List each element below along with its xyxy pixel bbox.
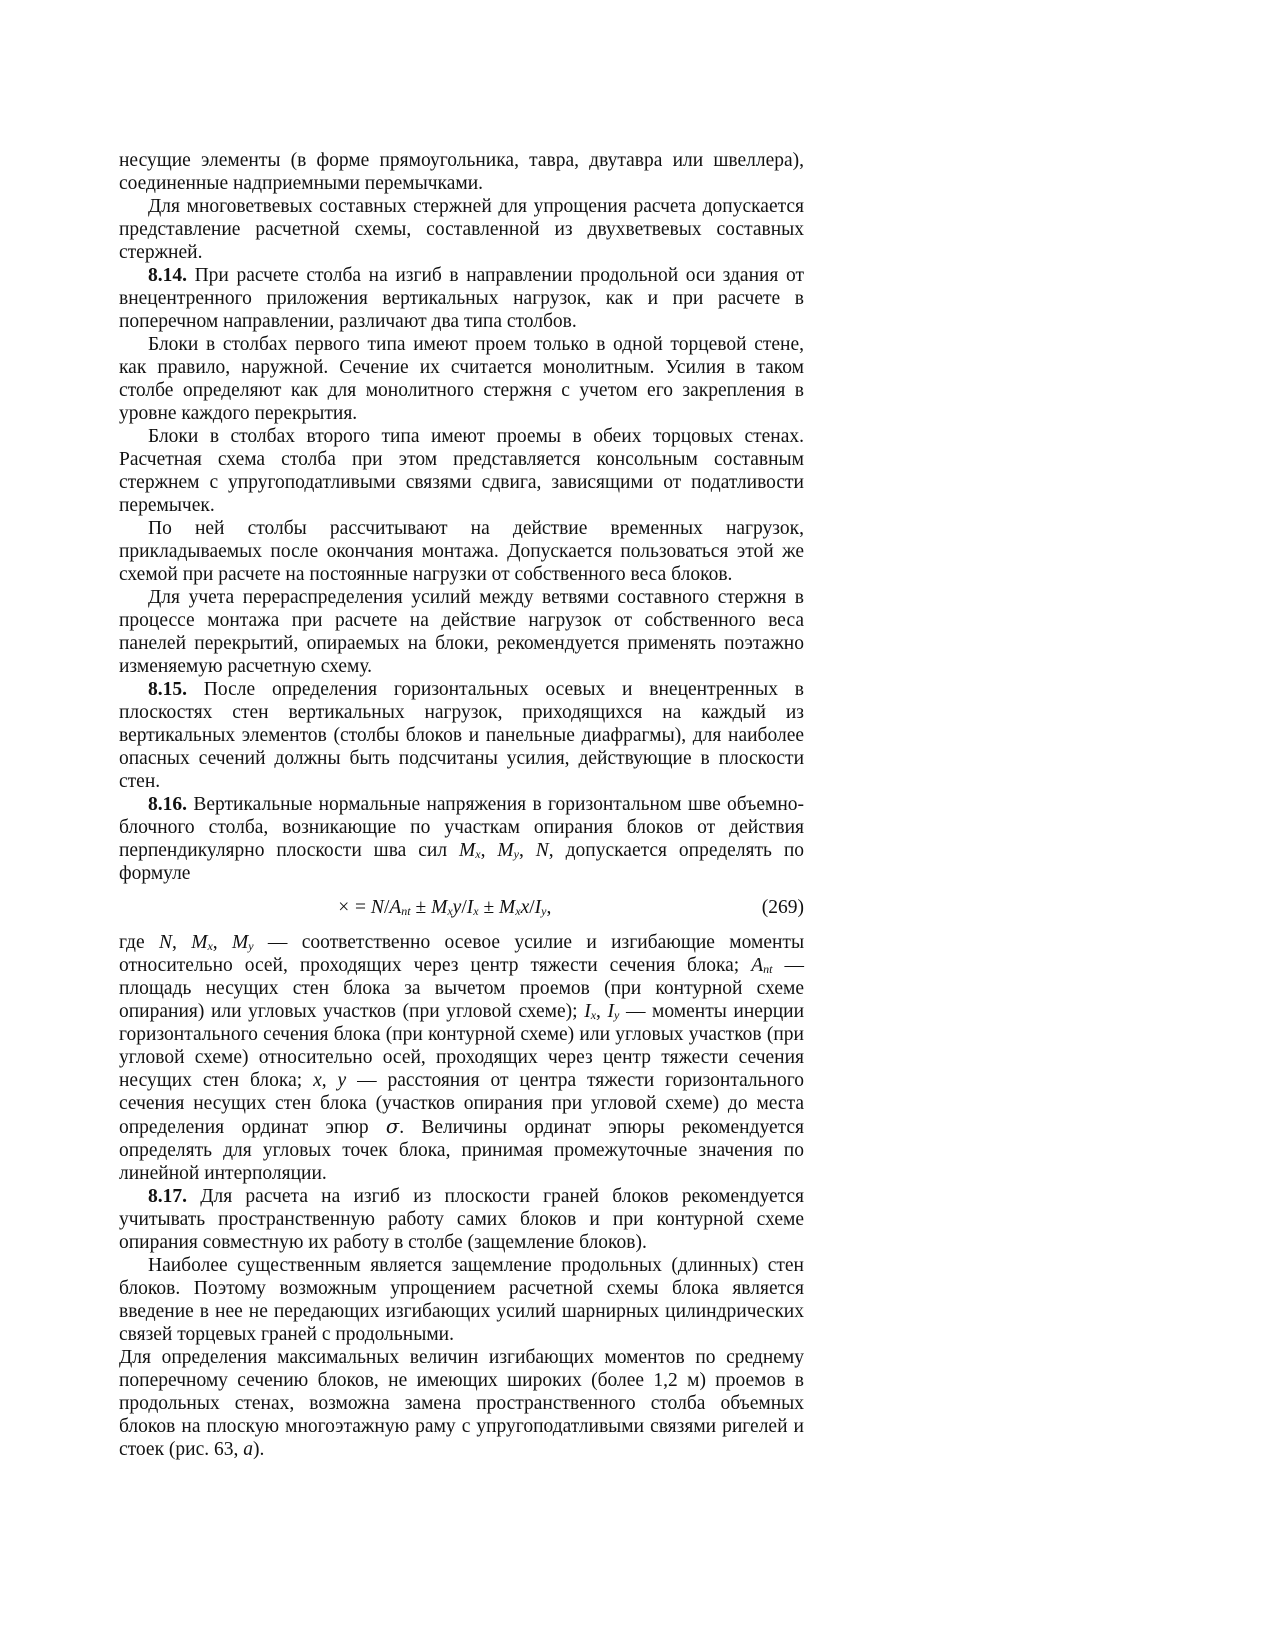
paragraph-8-15: 8.15. После определения горизонтальных осевых и внецентренных в плоскостях стен вертикальных нагрузок, приходящихся на каждый из вертикальных элементов (столбы блоков и панельные диафрагмы), для наиболее опасных сечений должны быть подсчитаны усилия, действующие в плоскости стен.: [119, 679, 804, 792]
paragraph: Для многоветвевых составных стержней для упрощения расчета допускается представление расчетной схемы, составленной из двухветвевых составных стержней.: [119, 196, 804, 263]
formula-expression: × = $N/A_{nt} \pm M_xy/I_x \pm M_xx/I_y$,: [337, 897, 552, 918]
formula-number: (269): [761, 897, 804, 918]
section-number: 8.14.: [148, 265, 187, 286]
formula-269: [119, 885, 804, 931]
paragraph: Блоки в столбах второго типа имеют проемы в обеих торцовых стенах. Расчетная схема столба при этом представляется консольным составным стержнем с упругоподатливыми связями сдвига, зависящими от податливости перемычек.: [119, 426, 804, 516]
paragraph-8-14: 8.14. При расчете столба на изгиб в направлении продольной оси здания от внецентренного приложения вертикальных нагрузок, как и при расчете в поперечном направлении, различают два типа столбов.: [119, 265, 805, 332]
section-number: 8.16.: [148, 794, 187, 815]
paragraph-8-16: 8.16. Вертикальные нормальные напряжения в горизонтальном шве объемно-блочного столба, возникающие по участкам опирания блоков от действия перпендикулярно плоскости шва сил $M_x$, $M_y$, N, допускается определять по формуле: [119, 794, 805, 884]
section-number: 8.15.: [148, 679, 187, 700]
paragraph: По ней столбы рассчитывают на действие временных нагрузок, прикладываемых после окончания монтажа. Допускается пользоваться этой же схемой при расчете на постоянные нагрузки от собственного веса блоков.: [119, 518, 804, 585]
paragraph: Блоки в столбах первого типа имеют проем только в одной торцевой стене, как правило, наружной. Сечение их считается монолитным. Усилия в таком столбе определяют как для монолитного стержня с учетом его закрепления в уровне каждого перекрытия.: [119, 334, 804, 424]
paragraph: Наиболее существенным является защемление продольных (длинных) стен блоков. Поэтому возможным упрощением расчетной схемы блока является введение в нее не передающих изгибающих усилий шарнирных цилиндрических связей торцевых граней с продольными.: [119, 1255, 804, 1345]
paragraph: Для учета перераспределения усилий между ветвями составного стержня в процессе монтажа при расчете на действие нагрузок от собственного веса панелей перекрытий, опираемых на блоки, рекомендуется применять поэтажно изменяемую расчетную схему.: [119, 587, 804, 677]
paragraph-definitions: где N, $M_x$, $M_y$ — соответственно осевое усилие и изгибающие моменты относительно осей, проходящих через центр тяжести сечения блока; $A_{nt}$ — площадь несущих стен блока за вычетом проемов (при контурной схеме опирания) или угловых участков (при угловой схеме); $I_x$, $I_y$ — моменты инерции горизонтального сечения блока (при контурной схеме) или угловых участков (при угловой схеме) относительно осей, проходящих через центр тяжести сечения несущих стен блока; x, y — расстояния от центра тяжести горизонтального сечения несущих стен блока (участков опирания при угловой схеме) до места определения ординат эпюр σ. Величины ординат эпюры рекомендуется определять для угловых точек блока, принимая промежуточные значения по линейной интерполяции.: [119, 932, 805, 1184]
document-page: [119, 149, 804, 1461]
paragraph-8-17: 8.17. Для расчета на изгиб из плоскости граней блоков рекомендуется учитывать пространственную работу самих блоков и при контурной схеме опирания совместную их работу в столбе (защемление блоков).: [119, 1186, 804, 1253]
paragraph: несущие элементы (в форме прямоугольника, тавра, двутавра или швеллера), соединенные надприемными перемычками.: [119, 150, 804, 194]
paragraph: Для определения максимальных величин изгибающих моментов по среднему поперечному сечению блоков, не имеющих широких (более 1,2 м) проемов в продольных стенах, возможна замена пространственного столба объемных блоков на плоскую многоэтажную раму с упругоподатливыми связями ригелей и стоек (рис. 63, а).: [119, 1347, 804, 1460]
section-number: 8.17.: [148, 1186, 187, 1207]
